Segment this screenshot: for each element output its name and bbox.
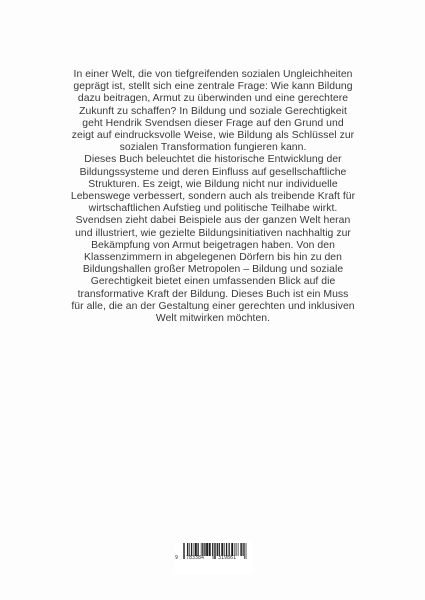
barcode-left-group: 783384 (186, 555, 205, 561)
barcode-digits (175, 554, 252, 562)
blurb-paragraph-2: Dieses Buch beleuchtet die historische Entwicklung der Bildungssysteme und deren Einfluss auf gesellschaftliche Strukturen. Es zeigt, wie Bildung nicht nur individuelle Lebenswege verbessert, sondern auch als treibende Kraft für wirtschaftlichen Aufstieg und politische Teilhabe wirkt. Svendsen zieht dabei Beispiele aus der ganzen Welt heran und illustriert, wie gezielte Bildungsinitiativen nachhaltig zur Bekämpfung von Armut beigetragen haben. Von den Klassenzimmern in abgelegenen Dörfern bis hin zu den Bildungshallen großer Metropolen – Bildung und soziale Gerechtigkeit bietet einen umfassenden Blick auf die transformative Kraft der Bildung. Dieses Buch ist ein Muss für alle, die an der Gestaltung einer gerechten und inklusiven Welt mitwirken möchten. (70, 154, 356, 325)
barcode-lead-digit: 9 (175, 555, 179, 561)
barcode-right-group: 319861 (218, 555, 237, 561)
blurb-paragraph-1: In einer Welt, die von tiefgreifenden sozialen Ungleichheiten geprägt ist, stellt sich eine zentrale Frage: Wie kann Bildung dazu beitragen, Armut zu überwinden und eine gerechtere Zukunft zu schaffen? In Bildung und soziale Gerechtigkeit geht Hendrik Svendsen dieser Frage auf den Grund und zeigt auf eindrucksvolle Weise, wie Bildung als Schlüssel zur sozialen Transformation fungieren kann. (71, 69, 355, 154)
blurb-text (70, 69, 356, 325)
